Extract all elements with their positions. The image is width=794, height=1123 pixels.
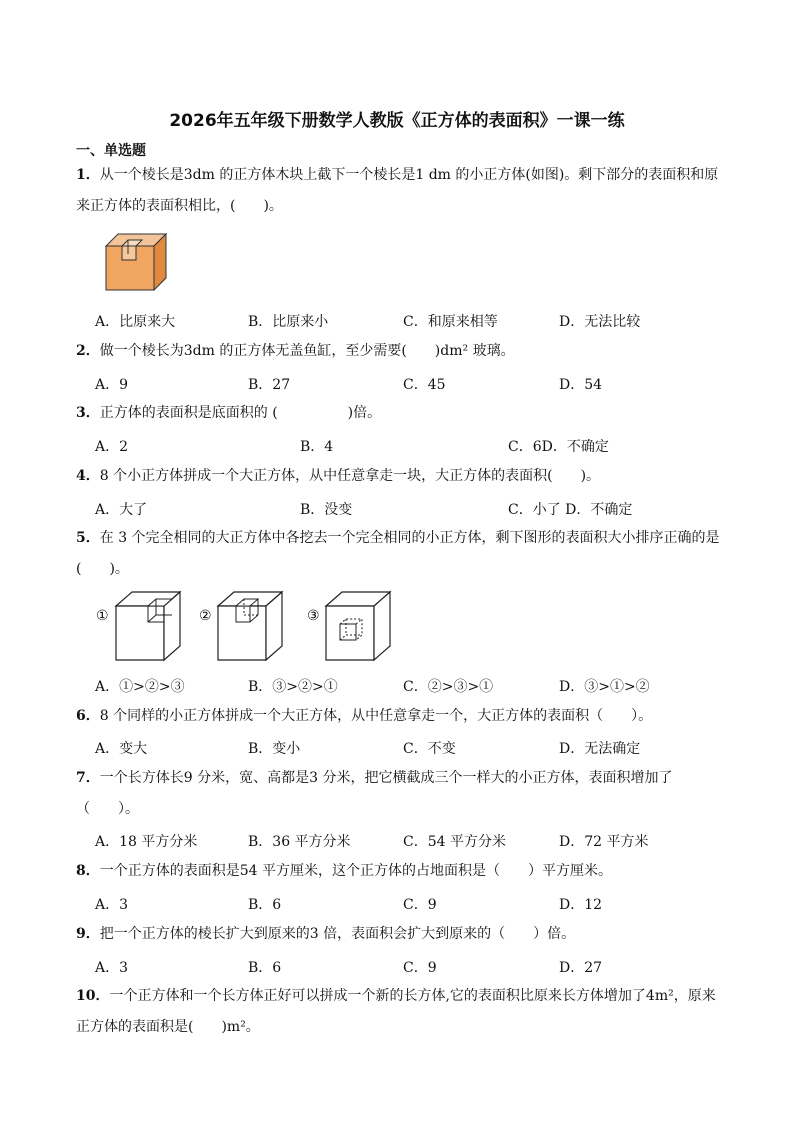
- question-text: 把一个正方体的棱长扩大到原来的3 倍，表面积会扩大到原来的（ ）倍。: [99, 926, 576, 942]
- option-d[interactable]: D．54: [559, 377, 603, 393]
- option-c[interactable]: C．不变: [403, 741, 456, 757]
- figure-label-2: ②: [199, 608, 212, 624]
- question-number: 9．: [76, 926, 100, 942]
- option-b[interactable]: B．36 平方分米: [248, 834, 351, 850]
- option-a[interactable]: A．3: [95, 960, 129, 976]
- question-6: [76, 701, 726, 732]
- question-text: 一个正方体和一个长方体正好可以拼成一个新的长方体,它的表面积比原来长方体增加了4m²，原来正方体的表面积是( )m²。: [76, 988, 716, 1035]
- question-text: 一个长方体长9 分米，宽、高都是3 分米，把它横截成三个一样大的小正方体，表面积增加了（ ）。: [76, 770, 673, 817]
- cube-with-cutout-figure: [104, 232, 168, 292]
- question-7: [76, 763, 726, 825]
- question-number: 2．: [76, 343, 100, 359]
- option-b[interactable]: B．变小: [248, 741, 301, 757]
- question-8: [76, 856, 726, 887]
- option-c[interactable]: C．9: [403, 897, 437, 913]
- option-d[interactable]: D．无法确定: [559, 741, 641, 757]
- question-number: 1．: [76, 167, 100, 183]
- options-4: [95, 499, 735, 519]
- cube-figure-1: [114, 590, 182, 662]
- option-a[interactable]: A．2: [95, 439, 129, 455]
- question-3: [76, 398, 726, 429]
- option-b[interactable]: B．6: [248, 897, 282, 913]
- option-a[interactable]: A．大了: [95, 502, 148, 518]
- option-b[interactable]: B．6: [248, 960, 282, 976]
- option-d[interactable]: D．③>①>②: [559, 679, 650, 695]
- question-4: [76, 461, 726, 492]
- question-5: [76, 523, 726, 585]
- question-text: 一个正方体的表面积是54 平方厘米，这个正方体的占地面积是（ ）平方厘米。: [99, 863, 613, 879]
- question-text: 8 个同样的小正方体拼成一个大正方体，从中任意拿走一个，大正方体的表面积（ ）。: [99, 708, 653, 724]
- options-5: [95, 676, 735, 696]
- question-number: 7．: [76, 770, 100, 786]
- option-b[interactable]: B．③>②>①: [248, 679, 338, 695]
- question-2: [76, 336, 726, 367]
- cube-figure-2: [216, 590, 284, 662]
- cube-figure-3: [324, 590, 392, 662]
- question-number: 8．: [76, 863, 100, 879]
- option-d[interactable]: D．72 平方米: [559, 834, 649, 850]
- question-text: 8 个小正方体拼成一个大正方体，从中任意拿走一块，大正方体的表面积( )。: [99, 468, 601, 484]
- question-text: 从一个棱长是3dm 的正方体木块上截下一个棱长是1 dm 的小正方体(如图)。剩下部分的表面积和原来正方体的表面积相比，( )。: [76, 167, 719, 214]
- question-10: [76, 981, 726, 1043]
- option-b[interactable]: B．没变: [300, 502, 353, 518]
- option-d[interactable]: D．27: [559, 960, 603, 976]
- option-c[interactable]: C．45: [403, 377, 446, 393]
- option-c[interactable]: C．6D．不确定: [508, 439, 609, 455]
- option-b[interactable]: B．比原来小: [248, 314, 329, 330]
- options-9: [95, 957, 735, 977]
- option-d[interactable]: D．无法比较: [559, 314, 641, 330]
- option-a[interactable]: A．比原来大: [95, 314, 176, 330]
- option-c[interactable]: C．54 平方分米: [403, 834, 506, 850]
- options-6: [95, 738, 735, 758]
- document-title: 2026年五年级下册数学人教版《正方体的表面积》一课一练: [169, 111, 625, 131]
- question-text: 在 3 个完全相同的大正方体中各挖去一个完全相同的小正方体，剩下图形的表面积大小排序正确的是( )。: [76, 530, 720, 577]
- figure-label-1: ①: [96, 608, 109, 624]
- option-b[interactable]: B．4: [300, 439, 334, 455]
- question-number: 5．: [76, 530, 100, 546]
- options-7: [95, 831, 735, 851]
- question-text: 正方体的表面积是底面积的 ( )倍。: [99, 405, 382, 421]
- question-9: [76, 919, 726, 950]
- question-1: [76, 160, 726, 222]
- question-number: 4．: [76, 468, 100, 484]
- option-a[interactable]: A．18 平方分米: [95, 834, 198, 850]
- option-c[interactable]: C．9: [403, 960, 437, 976]
- option-a[interactable]: A．①>②>③: [95, 679, 185, 695]
- options-8: [95, 894, 735, 914]
- option-a[interactable]: A．9: [95, 377, 129, 393]
- option-a[interactable]: A．变大: [95, 741, 148, 757]
- option-b[interactable]: B．27: [248, 377, 291, 393]
- option-a[interactable]: A．3: [95, 897, 129, 913]
- section-heading: 一、单选题: [76, 143, 146, 159]
- options-3: [95, 436, 735, 456]
- options-1: [95, 311, 735, 331]
- options-2: [95, 374, 735, 394]
- option-d[interactable]: D．12: [559, 897, 603, 913]
- option-c[interactable]: C．②>③>①: [403, 679, 494, 695]
- figure-label-3: ③: [307, 608, 320, 624]
- cube-figures: [96, 590, 496, 670]
- question-number: 6．: [76, 708, 100, 724]
- option-c[interactable]: C．小了 D．不确定: [508, 502, 633, 518]
- question-number: 3．: [76, 405, 100, 421]
- question-number: 10．: [76, 988, 110, 1004]
- option-c[interactable]: C．和原来相等: [403, 314, 498, 330]
- question-text: 做一个棱长为3dm 的正方体无盖鱼缸，至少需要( )dm² 玻璃。: [99, 343, 515, 359]
